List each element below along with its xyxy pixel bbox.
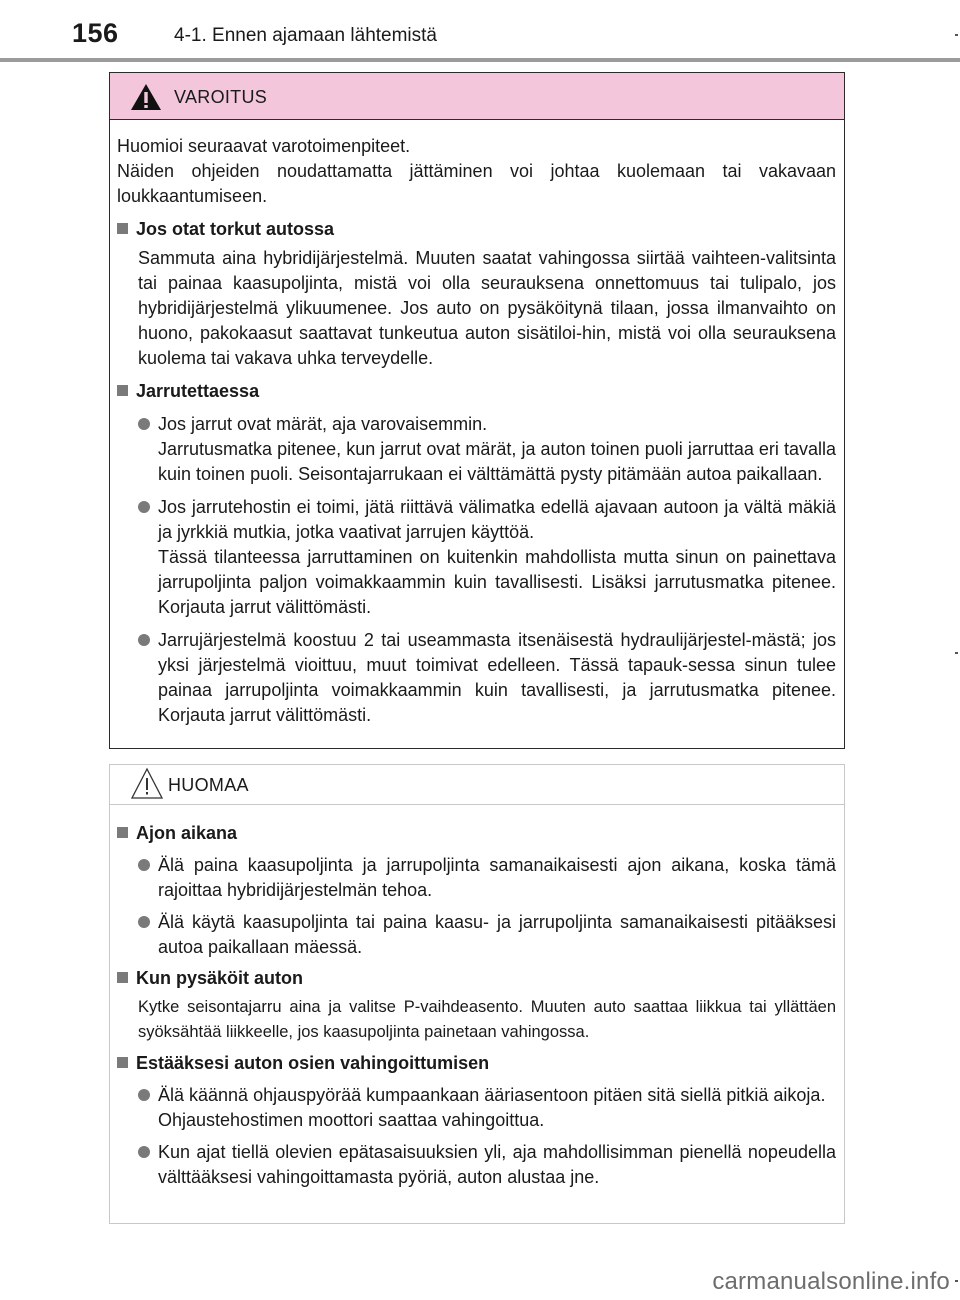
notice-body (110, 805, 844, 1190)
header-rule (0, 58, 960, 62)
section-heading: Kun pysäköit auton (117, 966, 836, 991)
edge-mark (955, 34, 958, 36)
warning-intro: Huomioi seuraavat varotoimenpiteet. (117, 136, 411, 156)
section-heading: Jarrutettaessa (117, 379, 836, 404)
square-bullet-icon (117, 385, 128, 396)
warning-triangle-icon (130, 83, 162, 111)
warning-intro: Näiden ohjeiden noudattamatta jättäminen voi johtaa kuolemaan tai vakavaan loukkaantumiseen. (117, 161, 836, 206)
section-text: Sammuta aina hybridijärjestelmä. Muuten saatat vahingossa siirtää vaihteen-valitsinta tai painaa kaasupoljinta, mistä voi olla seurauksena onnettomuus tai tulipalo, jos hybridijärjestelmä ylikuumenee. Jos auto on pysäköitynä tilaan, jossa ilmanvaihto on huono, pakokaasut saattavat tunkeutua auton sisätiloi-hin, mistä voi olla seurauksena kuolema tai vakava uhka terveydelle. (138, 248, 836, 368)
page-number: 156 (72, 18, 119, 48)
square-bullet-icon (117, 1057, 128, 1068)
list-item: Älä käytä kaasupoljinta tai paina kaasu- ja jarrupoljinta samanaikaisesti pitääksesi autoa paikallaan mäessä. (117, 910, 836, 960)
section-heading: Estääksesi auton osien vahingoittumisen (117, 1051, 836, 1076)
round-bullet-icon (138, 1089, 150, 1101)
square-bullet-icon (117, 972, 128, 983)
list-item: Älä paina kaasupoljinta ja jarrupoljinta samanaikaisesti ajon aikana, koska tämä rajoittaa hybridijärjestelmän tehoa. (117, 853, 836, 903)
square-bullet-icon (117, 223, 128, 234)
caution-outline-triangle-icon (130, 767, 164, 801)
list-item: Jos jarrutehostin ei toimi, jätä riittävä välimatka edellä ajavaan autoon ja vältä mäkiä ja jyrkkiä mutkia, jotka vaativat jarrujen käyttöä. Tässä tilanteessa jarruttaminen on kuitenkin mahdollista mutta sinun on painettava jarrupoljinta paljon voimakkaammin kuin tavallisesti. Lisäksi jarrutusmatka pitenee. Korjauta jarrut välittömästi. (117, 495, 836, 620)
square-bullet-icon (117, 827, 128, 838)
edge-mark (955, 1280, 958, 1282)
notice-box (109, 764, 845, 1224)
watermark: carmanualsonline.info (712, 1268, 950, 1295)
warning-label: VAROITUS (174, 87, 268, 107)
round-bullet-icon (138, 916, 150, 928)
notice-label: HUOMAA (168, 775, 249, 795)
warning-box (109, 72, 845, 749)
round-bullet-icon (138, 859, 150, 871)
page-header (72, 18, 952, 58)
warning-body (110, 120, 844, 728)
round-bullet-icon (138, 634, 150, 646)
notice-header (110, 765, 844, 805)
round-bullet-icon (138, 418, 150, 430)
list-item: Jos jarrut ovat märät, aja varovaisemmin. Jarrutusmatka pitenee, kun jarrut ovat märät, ja auton toinen puoli jarruttaa eri tavalla kuin toinen puoli. Seisontajarrukaan ei välttämättä pysty pitämään autoa paikallaan. (117, 412, 836, 487)
round-bullet-icon (138, 501, 150, 513)
list-item: Jarrujärjestelmä koostuu 2 tai useammasta itsenäisestä hydraulijärjestel-mästä; jos yksi järjestelmä vioittuu, muut toimivat edelleen. Tässä tapauk-sessa sinun tulee painaa jarrupoljinta voimakkaammin kuin tavallisesti, ja jarrutusmatka pitenee. Korjauta jarrut välittömästi. (117, 628, 836, 728)
section-heading: Ajon aikana (117, 821, 836, 846)
section-title: 4-1. Ennen ajamaan lähtemistä (174, 25, 437, 46)
warning-header (110, 73, 844, 120)
list-item: Kun ajat tiellä olevien epätasaisuuksien yli, aja mahdollisimman pienellä nopeudella välttääksesi vahingoittamasta pyöriä, auton alustaa jne. (117, 1140, 836, 1190)
section-heading: Jos otat torkut autossa (117, 217, 836, 242)
section-text: Kytke seisontajarru aina ja valitse P-vaihdeasento. Muuten auto saattaa liikkua tai yllättäen syöksähtää liikkeelle, jos kaasupoljinta painetaan vahingossa. (138, 998, 836, 1041)
list-item: Älä käännä ohjauspyörää kumpaankaan ääriasentoon pitäen sitä siellä pitkiä aikoja. Ohjaustehostimen moottori saattaa vahingoittua. (117, 1083, 836, 1133)
edge-mark (955, 652, 958, 654)
round-bullet-icon (138, 1146, 150, 1158)
